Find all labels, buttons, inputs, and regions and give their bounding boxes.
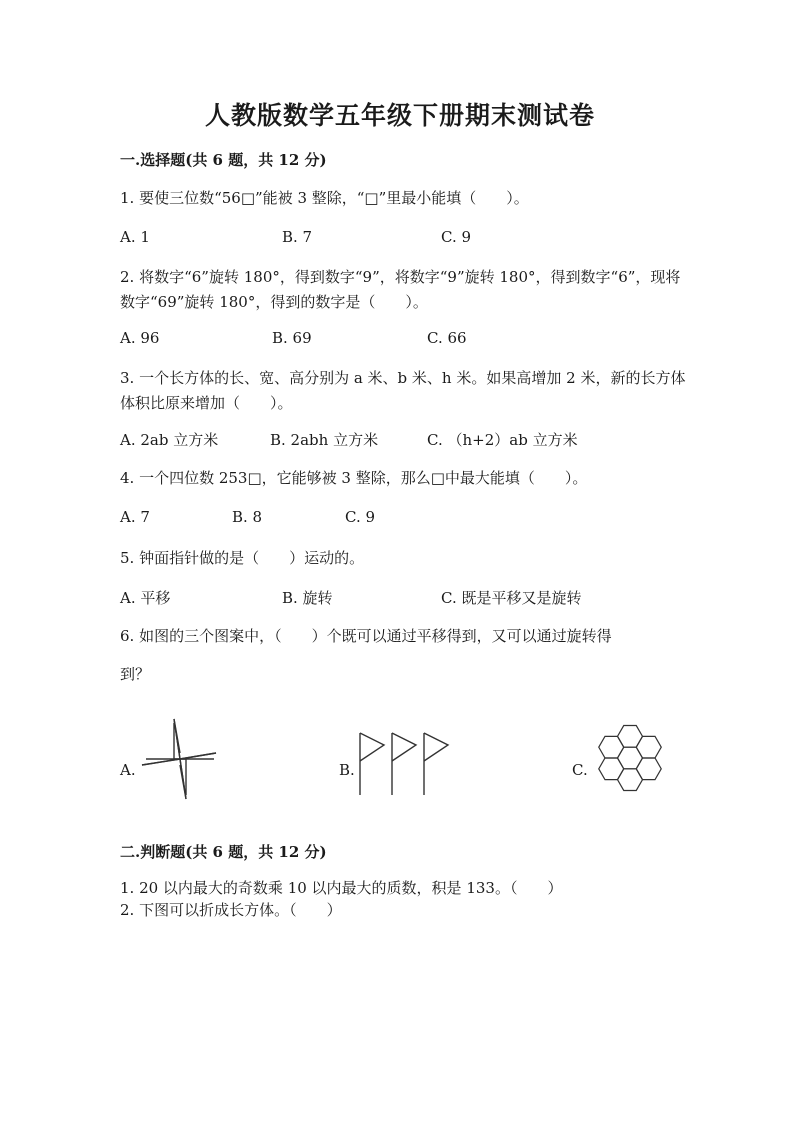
- page-title: 人教版数学五年级下册期末测试卷: [204, 101, 595, 130]
- question-4-text: 4. 一个四位数 253□，它能够被 3 整除，那么□中最大能填（ ）。: [120, 469, 588, 487]
- flag-cloth-2: [392, 733, 416, 761]
- question-4-option-a: A. 7: [120, 508, 150, 526]
- question-2-option-b: B. 69: [272, 329, 312, 347]
- question-1-option-a: A. 1: [120, 228, 150, 246]
- hexagon-cell-3: [599, 758, 624, 780]
- flag-cloth-3: [424, 733, 448, 761]
- hexagon-cell-6: [636, 736, 661, 758]
- figure-b-label: B.: [339, 761, 355, 779]
- question-5-option-b: B. 旋转: [282, 589, 333, 607]
- question-5-option-c: C. 既是平移又是旋转: [441, 589, 582, 607]
- judgment-question-1: 1. 20 以内最大的奇数乘 10 以内最大的质数，积是 133。（ ）: [120, 879, 563, 897]
- question-5-text: 5. 钟面指针做的是（ ）运动的。: [120, 549, 365, 567]
- question-2-option-a: A. 96: [120, 329, 160, 347]
- question-3-option-a: A. 2ab 立方米: [120, 431, 219, 449]
- question-6-text-line2: 到？: [120, 665, 151, 683]
- figure-a-label: A.: [120, 761, 136, 779]
- question-1-option-c: C. 9: [441, 228, 472, 246]
- judgment-question-2: 2. 下图可以折成长方体。（ ）: [120, 901, 342, 919]
- question-4-option-b: B. 8: [232, 508, 263, 526]
- question-3-option-b: B. 2abh 立方米: [270, 431, 379, 449]
- section-heading-choice: 一.选择题(共 6 题，共 12 分): [120, 151, 327, 169]
- question-2-text: 2. 将数字“6”旋转 180°，得到数字“9”，将数字“9”旋转 180°，得到数字“6”，现将数字“69”旋转 180°，得到的数字是（ ）。: [120, 268, 681, 311]
- figure-c-label: C.: [572, 761, 588, 779]
- flag-cloth-1: [360, 733, 384, 761]
- hexagon-cluster-figure: [592, 719, 668, 797]
- section-heading-judgment: 二.判断题(共 6 题，共 12 分): [120, 843, 327, 861]
- question-2-option-c: C. 66: [427, 329, 467, 347]
- question-3-option-c: C. （h+2）ab 立方米: [427, 431, 578, 449]
- question-5-option-a: A. 平移: [120, 589, 171, 607]
- flags-figure: [358, 731, 450, 797]
- question-3-text: 3. 一个长方体的长、宽、高分别为 a 米、b 米、h 米。如果高增加 2 米，新的长方体体积比原来增加（ ）。: [120, 369, 686, 412]
- question-6-text-line1: 6. 如图的三个图案中，（ ）个既可以通过平移得到，又可以通过旋转得: [120, 627, 612, 645]
- question-1-text: 1. 要使三位数“56□”能被 3 整除，“□”里最小能填（ ）。: [120, 189, 529, 207]
- pinwheel-figure: [140, 719, 220, 799]
- question-1-option-b: B. 7: [282, 228, 313, 246]
- question-4-option-c: C. 9: [345, 508, 376, 526]
